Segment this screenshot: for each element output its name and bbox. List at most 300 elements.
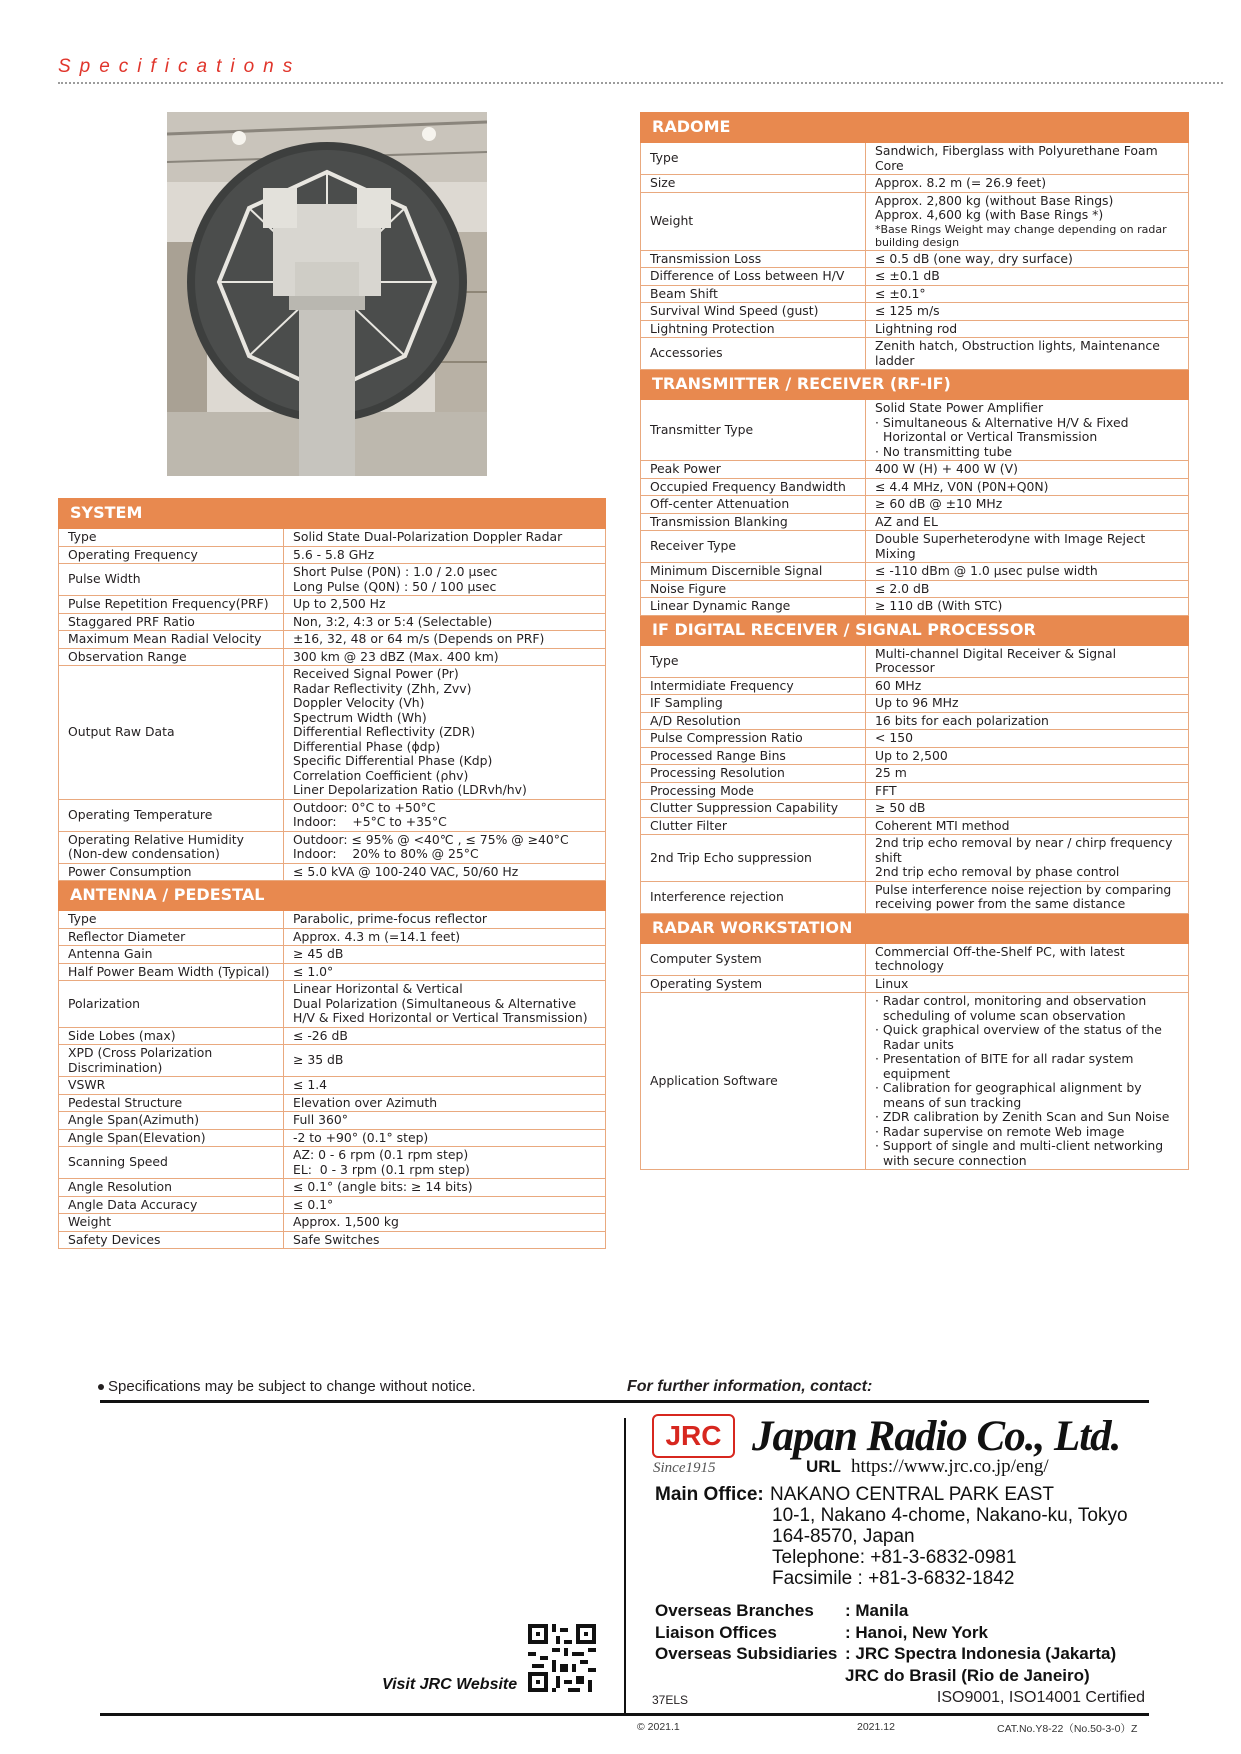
spec-row [641,461,1189,479]
spec-value [866,320,1189,338]
jrc-logo: JRC [652,1414,735,1458]
ifdigital-section-header [641,615,1189,645]
spec-label-line: Safety Devices [68,1231,161,1247]
spec-label-line: Maximum Mean Radial Velocity [68,631,262,646]
spec-value-line: Coherent MTI method [875,817,1010,833]
spec-value [866,677,1189,695]
change-notice [98,1378,476,1395]
spec-row [641,747,1189,765]
spec-value [284,1196,606,1214]
spec-row [641,800,1189,818]
spec-label [59,529,284,547]
spec-row [641,580,1189,598]
spec-row [641,143,1189,175]
spec-value-line: Specific Differential Phase (Kdp) [293,753,493,768]
spec-value [866,580,1189,598]
spec-row [59,564,606,596]
spec-label [59,1094,284,1112]
spec-label-line: Output Raw Data [68,724,175,739]
spec-row [641,695,1189,713]
main-office-label: Main Office: [655,1484,764,1505]
spec-value [866,598,1189,616]
spec-row [641,835,1189,882]
spec-value-line: Indoor: 20% to 80% @ 25°C [293,846,479,861]
spec-label [641,531,866,563]
spec-label-line: Type [68,529,97,544]
radar-antenna-photo [167,112,487,476]
spec-value-line: Outdoor: ≤ 95% @ <40℃ , ≤ 75% @ ≥40°C [293,831,569,847]
document-code: 37ELS [652,1693,689,1707]
spec-label-line: Angle Span(Azimuth) [68,1112,200,1127]
spec-bullet-text: Calibration for geographical alignment by means of sun tracking [882,1080,1142,1110]
spec-label [641,677,866,695]
spec-label-line: Receiver Type [650,538,737,554]
spec-value-line: 2nd trip echo removal by phase control [875,864,1120,879]
spec-value [284,928,606,946]
spec-label-line: Side Lobes (max) [68,1027,176,1043]
spec-value-line: AZ: 0 - 6 rpm (0.1 rpm step) [293,1147,469,1162]
spec-row [641,712,1189,730]
spec-label [59,863,284,881]
branch-value: : JRC Spectra Indonesia (Jakarta) [845,1644,1117,1663]
spec-value [866,478,1189,496]
spec-bullet-text: Simultaneous & Alternative H/V & Fixed Horizontal or Vertical Transmission [882,414,1129,444]
spec-value-line: Differential Reflectivity (ZDR) [293,724,476,739]
spec-value-line: ≤ -110 dBm @ 1.0 μsec pulse width [875,563,1098,578]
company-url[interactable] [806,1456,1049,1478]
spec-label [59,1196,284,1214]
spec-row [641,192,1189,250]
spec-value-line: ≤ -26 dB [293,1027,348,1043]
spec-label-line: Angle Resolution [68,1179,172,1194]
spec-row [59,631,606,649]
spec-label [641,817,866,835]
spec-value [866,943,1189,975]
spec-value-line: Multi-channel Digital Receiver & Signal Processor [875,645,1121,675]
spec-label-line: Type [68,911,97,926]
section-title: RADAR WORKSTATION [641,913,1189,943]
spec-bullet [875,416,1179,445]
spec-row [59,648,606,666]
office-line: Telephone: +81-3-6832-0981 [772,1547,1017,1568]
spec-value-line: ≤ 125 m/s [875,303,940,318]
spec-value [284,529,606,547]
spec-label [59,1214,284,1232]
spec-value [866,192,1189,250]
office-line: 164-8570, Japan [772,1526,915,1547]
spec-row [59,1112,606,1130]
spec-label [641,175,866,193]
spec-value-line: 25 m [875,765,907,780]
spec-value [866,563,1189,581]
spec-bullet-text: Radar control, monitoring and observation scheduling of volume scan observation [882,993,1147,1023]
spec-label-line: VSWR [68,1077,106,1092]
spec-value-line: 300 km @ 23 dBZ (Max. 400 km) [293,648,499,664]
spec-value [284,831,606,863]
spec-row [641,645,1189,677]
spec-value-line: 2nd trip echo removal by near / chirp frequency shift [875,835,1177,865]
spec-row [59,863,606,881]
spec-value-line: Approx. 4,600 kg (with Base Rings *) [875,207,1104,222]
spec-label-line: Angle Data Accuracy [68,1196,198,1212]
spec-bullet [875,1125,1179,1140]
spec-label-line: Minimum Discernible Signal [650,563,823,578]
spec-value [866,303,1189,321]
spec-row [641,268,1189,286]
bullet-mark-icon: · [875,1138,883,1153]
spec-value [284,946,606,964]
spec-value [284,1129,606,1147]
spec-value-line: Linear Horizontal & Vertical [293,981,463,996]
bullet-mark-icon: · [875,1080,883,1095]
url-text[interactable]: https://www.jrc.co.jp/eng/ [850,1456,1049,1477]
spec-label [641,268,866,286]
spec-value [284,1214,606,1232]
spec-row [641,993,1189,1170]
spec-row [59,831,606,863]
spec-row [641,478,1189,496]
spec-value [866,143,1189,175]
footer-vertical-rule [624,1418,626,1714]
spec-label [641,835,866,882]
spec-value [866,835,1189,882]
spec-label [59,799,284,831]
spec-label-line: (Non-dew condensation) [68,846,220,861]
spec-value-line: Solid State Dual-Polarization Doppler Radar [293,529,563,544]
spec-label [59,631,284,649]
spec-value-line: Approx. 1,500 kg [293,1214,399,1229]
spec-label [641,320,866,338]
spec-value-line: ≤ 4.4 MHz, V0N (P0N+Q0N) [875,478,1049,494]
spec-value-line: EL: 0 - 3 rpm (0.1 rpm step) [293,1161,470,1177]
spec-label-line: Staggared PRF Ratio [68,613,195,629]
catalog-number: CAT.No.Y8-22（No.50-3-0）Z [997,1723,1138,1735]
spec-value [866,645,1189,677]
spec-label [641,645,866,677]
spec-label [641,993,866,1170]
office-line: Facsimile : +81-3-6832-1842 [772,1568,1015,1589]
spec-bullet-text: Presentation of BITE for all radar system equipment [882,1051,1134,1081]
contact-heading: For further information, contact: [627,1378,873,1395]
spec-label-line: Operating Temperature [68,806,213,822]
bullet-mark-icon: · [875,1123,883,1139]
company-name: Japan Radio Co., Ltd. [752,1413,1121,1460]
spec-value [866,461,1189,479]
spec-value-line: 400 W (H) + 400 W (V) [875,461,1018,476]
spec-label [641,513,866,531]
spec-row [59,981,606,1028]
spec-row [59,1129,606,1147]
spec-value-line: Up to 2,500 Hz [293,596,386,611]
spec-bullet [875,994,1179,1023]
spec-label [641,747,866,765]
spec-value-line: Differential Phase (ϕdp) [293,738,441,754]
spec-label [59,831,284,863]
spec-label [641,563,866,581]
spec-label [641,461,866,479]
spec-label [641,782,866,800]
spec-label-line: Noise Figure [650,580,727,596]
spec-label [59,963,284,981]
spec-label [59,1129,284,1147]
section-title: SYSTEM [59,499,606,529]
spec-value [284,666,606,800]
spec-value [866,175,1189,193]
spec-label-line: Accessories [650,345,723,361]
spec-value-line: Up to 2,500 [875,747,948,763]
heading-divider [58,82,1223,84]
spec-label-line: Linear Dynamic Range [650,598,791,613]
spec-value [284,1045,606,1077]
spec-value-line: 5.6 - 5.8 GHz [293,546,375,562]
spec-label [641,598,866,616]
spec-row [641,598,1189,616]
spec-label-line: Difference of Loss between H/V [650,268,845,283]
spec-value [866,250,1189,268]
spec-value-line: Radar Reflectivity (Zhh, Zvv) [293,680,472,696]
spec-value-line: Pulse interference noise rejection by comparing receiving power from the same distance [875,881,1176,911]
spec-row [641,765,1189,783]
spec-value-line: ≤ 1.4 [293,1077,328,1092]
spec-row [641,943,1189,975]
spec-value-line: ≤ 0.1° [293,1196,334,1212]
spec-value-line: Elevation over Azimuth [293,1094,438,1110]
spec-label [641,496,866,514]
workstation-section-header [641,913,1189,943]
spec-value-line: Doppler Velocity (Vh) [293,695,425,710]
spec-value [284,546,606,564]
spec-label [641,730,866,748]
spec-label-line: Processing Mode [650,782,754,798]
spec-value-line: Linux [875,975,909,991]
spec-value [866,695,1189,713]
spec-row [59,596,606,614]
spec-value-line: Lightning rod [875,320,958,336]
spec-row [641,677,1189,695]
copyright: © 2021.1 [637,1721,680,1733]
spec-value-line: Non, 3:2, 4:3 or 5:4 (Selectable) [293,613,493,629]
spec-label [59,946,284,964]
spec-label-line: A/D Resolution [650,712,741,728]
spec-label-line: Observation Range [68,648,187,664]
spec-value [284,1077,606,1095]
spec-label-line: Pulse Width [68,571,141,587]
spec-value-line: Long Pulse (Q0N) : 50 / 100 μsec [293,578,497,594]
spec-value [284,963,606,981]
branch-value: : Hanoi, New York [845,1622,988,1642]
spec-value-line: Commercial Off-the-Shelf PC, with latest technology [875,943,1129,973]
spec-value [866,268,1189,286]
radome-processor-spec-table [640,112,1189,1170]
spec-label [641,712,866,730]
spec-value-line: < 150 [875,730,913,745]
page-heading: Specifications [58,56,302,77]
system-section-header [59,499,606,529]
spec-value-line: Approx. 8.2 m (= 26.9 feet) [875,175,1047,190]
spec-bullet [875,1139,1179,1168]
spec-value-line: 60 MHz [875,677,922,693]
spec-row [641,563,1189,581]
spec-row [59,666,606,800]
spec-row [59,946,606,964]
spec-bullet-text: Support of single and multi-client networking with secure connection [882,1138,1164,1168]
spec-row [59,799,606,831]
qr-code-icon[interactable] [528,1624,596,1692]
spec-bullet [875,1052,1179,1081]
spec-value-line: Short Pulse (P0N) : 1.0 / 2.0 μsec [293,564,498,579]
spec-value-line: Indoor: +5°C to +35°C [293,814,447,829]
spec-value [284,1179,606,1197]
spec-row [641,975,1189,993]
spec-row [59,1179,606,1197]
spec-value [866,338,1189,370]
spec-row [641,496,1189,514]
spec-label [59,564,284,596]
spec-value [284,911,606,929]
spec-bullet-text: No transmitting tube [882,443,1013,459]
spec-label-line: Processing Resolution [650,765,785,780]
spec-value [284,631,606,649]
spec-label-line: Weight [650,212,694,228]
spec-value [866,782,1189,800]
spec-label [641,580,866,598]
spec-row [59,1147,606,1179]
bullet-mark-icon: · [875,1109,883,1124]
spec-value-line: Sandwich, Fiberglass with Polyurethane Foam Core [875,143,1162,173]
spec-value-line: Spectrum Width (Wh) [293,709,427,725]
spec-value-line: AZ and EL [875,513,938,529]
spec-row [59,613,606,631]
spec-bullet-text: Quick graphical overview of the status of the Radar units [882,1022,1162,1052]
bullet-dot-icon [98,1384,104,1390]
spec-value-line: ≤ 1.0° [293,963,334,979]
spec-value-line: Solid State Power Amplifier [875,400,1044,415]
spec-row [641,175,1189,193]
spec-label-line: Off-center Attenuation [650,496,790,511]
spec-bullet [875,1081,1179,1110]
bullet-mark-icon: · [875,414,883,430]
spec-value-line: -2 to +90° (0.1° step) [293,1129,429,1145]
spec-label-line: Angle Span(Elevation) [68,1129,206,1145]
spec-row [641,320,1189,338]
spec-label-line: Antenna Gain [68,946,153,961]
spec-note: *Base Rings Weight may change depending on radar building design [875,222,1167,249]
spec-value-line: ≥ 60 dB @ ±10 MHz [875,496,1003,511]
spec-value [866,975,1189,993]
spec-value-line: ≥ 50 dB [875,800,926,815]
spec-label-line: Pedestal Structure [68,1094,183,1110]
radome-section-header [641,113,1189,143]
spec-row [59,1214,606,1232]
spec-label [59,666,284,800]
spec-value [866,730,1189,748]
spec-value [284,799,606,831]
spec-value-line: Double Superheterodyne with Image Reject Mixing [875,531,1150,561]
spec-label [59,613,284,631]
spec-row [641,285,1189,303]
spec-label-line: Peak Power [650,461,721,476]
spec-value-line: ≤ 0.5 dB (one way, dry surface) [875,250,1073,266]
section-title: RADOME [641,113,1189,143]
spec-value-line: Zenith hatch, Obstruction lights, Maintenance ladder [875,338,1164,368]
spec-label-line: 2nd Trip Echo suppression [650,849,812,865]
section-title: TRANSMITTER / RECEIVER (RF-IF) [641,370,1189,400]
spec-label [59,981,284,1028]
office-line: NAKANO CENTRAL PARK EAST [770,1484,1055,1505]
footer-bottom-rule [100,1713,1149,1716]
spec-label [641,192,866,250]
spec-label [641,478,866,496]
spec-label-line: Pulse Compression Ratio [650,730,803,745]
spec-label [59,1231,284,1249]
print-date: 2021.12 [857,1721,895,1733]
spec-value-line: Liner Depolarization Ratio (LDRvh/hv) [293,782,527,797]
spec-label-line: Reflector Diameter [68,928,186,944]
spec-label [641,881,866,913]
bullet-mark-icon: · [875,1022,883,1037]
spec-value-line: ≥ 45 dB [293,946,344,961]
spec-row [641,531,1189,563]
spec-bullet [875,1110,1179,1125]
spec-value [866,993,1189,1170]
spec-label [641,400,866,461]
office-line: 10-1, Nakano 4-chome, Nakano-ku, Tokyo [772,1505,1128,1526]
spec-value [866,400,1189,461]
spec-label [641,975,866,993]
spec-label-line: Pulse Repetition Frequency(PRF) [68,596,269,611]
spec-value [284,613,606,631]
spec-value-line: Up to 96 MHz [875,695,959,710]
spec-label [59,911,284,929]
spec-value-line: ±16, 32, 48 or 64 m/s (Depends on PRF) [293,631,545,646]
spec-label-line: Survival Wind Speed (gust) [650,303,819,318]
spec-row [59,1231,606,1249]
spec-value-line: Approx. 2,800 kg (without Base Rings) [875,192,1114,208]
spec-value [284,1027,606,1045]
branch-label: Overseas Subsidiaries [655,1644,838,1663]
spec-value [284,981,606,1028]
spec-label [59,928,284,946]
spec-value-line: Safe Switches [293,1231,380,1247]
spec-label-line: Type [650,652,679,668]
section-title: ANTENNA / PEDESTAL [59,881,606,911]
spec-label-line: XPD (Cross Polarization [68,1045,213,1060]
spec-value [866,881,1189,913]
main-office-block [655,1484,1128,1589]
spec-label [59,1045,284,1077]
visit-website-label: Visit JRC Website [382,1676,518,1693]
spec-value [866,496,1189,514]
spec-label-line: Half Power Beam Width (Typical) [68,963,270,979]
spec-row [641,881,1189,913]
spec-label-line: Power Consumption [68,863,192,879]
spec-value [866,513,1189,531]
bullet-mark-icon: · [875,993,883,1008]
spec-value-line: ≥ 35 dB [293,1052,344,1068]
spec-row [641,338,1189,370]
transmitter-section-header [641,370,1189,400]
spec-label-line: Transmitter Type [650,421,754,437]
spec-label [59,1147,284,1179]
spec-row [641,730,1189,748]
spec-label-line: Type [650,150,679,166]
spec-value [284,1147,606,1179]
spec-bullet-text: Radar supervise on remote Web image [882,1123,1125,1139]
spec-label [59,1112,284,1130]
spec-bullet-text: ZDR calibration by Zenith Scan and Sun Noise [882,1109,1170,1124]
spec-label [641,943,866,975]
change-notice-text: Specifications may be subject to change without notice. [108,1378,476,1395]
